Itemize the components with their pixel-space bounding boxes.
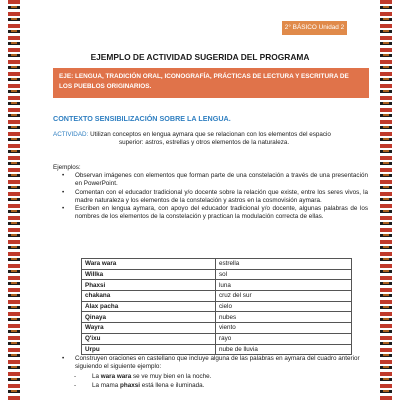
spanish-word: cielo — [216, 301, 352, 312]
activity-description — [53, 131, 369, 148]
table-row — [82, 344, 352, 355]
aymara-word: Urpu — [82, 344, 216, 355]
final-activity-list — [53, 355, 368, 372]
spanish-word: nube de lluvia — [216, 344, 352, 355]
table-row — [82, 291, 352, 302]
aymara-word: Wayra — [82, 323, 216, 334]
spanish-word: nubes — [216, 312, 352, 323]
sentence-text: La — [92, 373, 100, 380]
table-row — [82, 323, 352, 334]
spanish-word: sol — [216, 269, 352, 280]
spanish-word: rayo — [216, 333, 352, 344]
aymara-word: Alax pacha — [82, 301, 216, 312]
spanish-word: estrella — [216, 259, 352, 270]
aymara-term: phaxsi — [120, 382, 140, 389]
dash-marker: - — [74, 382, 77, 389]
aymara-word: Q'ixu — [82, 333, 216, 344]
aymara-term: wara wara — [100, 373, 132, 380]
aymara-word: Willka — [82, 269, 216, 280]
page-title: EJEMPLO DE ACTIVIDAD SUGERIDA DEL PROGRAMA — [90, 52, 310, 62]
aymara-word: chakana — [82, 291, 216, 302]
table-row — [82, 333, 352, 344]
spanish-word: luna — [216, 280, 352, 291]
table-row — [82, 301, 352, 312]
eje-banner: EJE: LENGUA, TRADICIÓN ORAL, ICONOGRAFÍA, PRÁCTICAS DE LECTURA Y ESCRITURA DE LOS PUEBLOS ORIGINARIOS. — [53, 68, 369, 98]
examples-label: Ejemplos: — [53, 164, 81, 171]
table-row — [82, 259, 352, 270]
aymara-word: Wara wara — [82, 259, 216, 270]
table-row — [82, 312, 352, 323]
spanish-word: viento — [216, 323, 352, 334]
list-item: • Comentan con el educador tradicional y/o docente sobre la relación que existe, entre los seres vivos, la madre naturaleza y los elementos de la constelación y astros en la cosmovisión aymara. — [53, 189, 368, 206]
example-sentence-2 — [74, 382, 204, 389]
grade-unit-tab: 2° BÁSICO Unidad 2 — [282, 21, 347, 35]
spanish-word: cruz del sur — [216, 291, 352, 302]
example-sentence-1 — [74, 373, 211, 380]
sentence-text: se ve muy bien en la noche. — [132, 373, 212, 380]
table-row — [82, 280, 352, 291]
vocabulary-table — [81, 258, 352, 355]
list-item: • Escriben en lengua aymara, con apoyo del educador tradicional y/o docente, algunas palabras de los nombres de los elementos de la constelación y practican la modulación correcta de ellas. — [53, 205, 368, 222]
table-row — [82, 269, 352, 280]
sentence-text: La mama — [92, 382, 119, 389]
dash-marker: - — [74, 373, 77, 380]
examples-list — [53, 172, 368, 222]
list-item: • Construyen oraciones en castellano que incluye alguna de las palabras en aymara del cuadro anterior siguiendo el siguiente ejemplo: — [53, 355, 368, 372]
section-title: CONTEXTO SENSIBILIZACIÓN SOBRE LA LENGUA. — [53, 114, 231, 123]
aymara-word: Qinaya — [82, 312, 216, 323]
activity-label: ACTIVIDAD: — [53, 131, 89, 138]
list-item: • Observan imágenes con elementos que forman parte de una constelación a través de una presentación en PowerPoint. — [53, 172, 368, 189]
aymara-word: Phaxsi — [82, 280, 216, 291]
activity-line-1: Utilizan conceptos en lengua aymara que se relacionan con los elementos del espacio — [90, 131, 331, 138]
sentence-text: está llena e iluminada. — [141, 382, 205, 389]
activity-line-2: superior: astros, estrellas y otros elementos de la naturaleza. — [119, 139, 290, 147]
